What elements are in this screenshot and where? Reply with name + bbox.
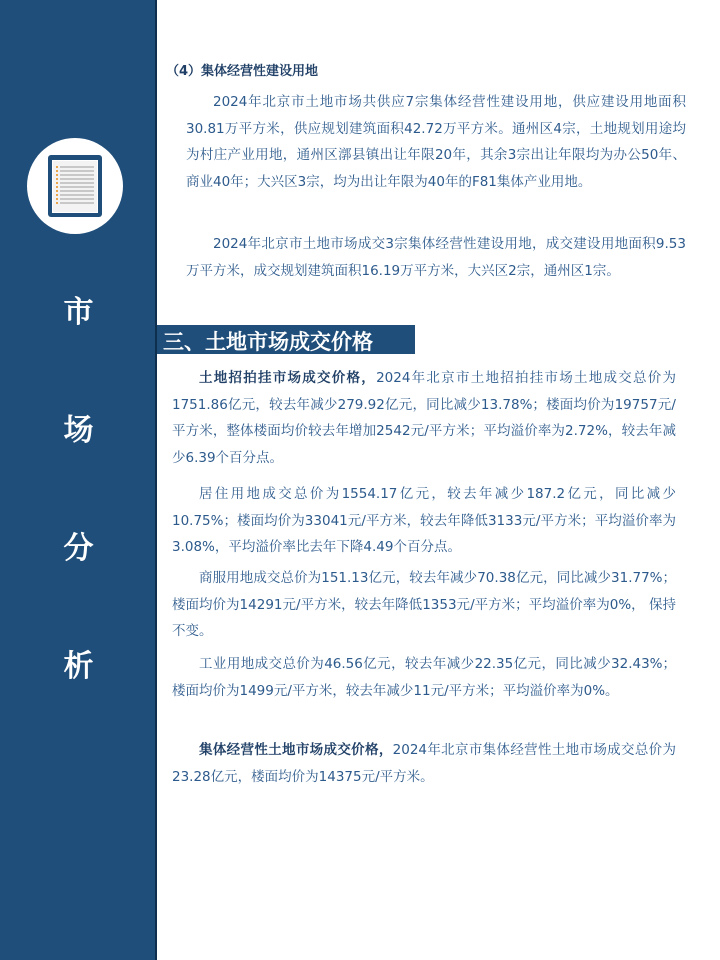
sidebar bbox=[0, 0, 157, 960]
sidebar-char-2: 场 bbox=[63, 413, 94, 448]
collective-paragraph-text: 2024年北京市集体经营性土地市场成交总价为23.28亿元，楼面均价为14375元/平方米。 bbox=[172, 742, 676, 785]
collective-paragraph bbox=[172, 737, 676, 790]
supply-paragraph: 2024年北京市土地市场共供应7宗集体经营性建设用地，供应建设用地面积30.81万平方米，供应规划建筑面积42.72万平方米。通州区4宗，土地规划用途均为村庄产业用地，通州区漷县镇出让年限20年，其余3宗出让年限均为办公50年、商业40年；大兴区3宗，均为出让年限为40年的F81集体产业用地。 bbox=[186, 94, 686, 190]
transaction-paragraph: 2024年北京市土地市场成交3宗集体经营性建设用地，成交建设用地面积9.53万平方米，成交规划建筑面积16.19万平方米，大兴区2宗，通州区1宗。 bbox=[186, 236, 686, 279]
sidebar-char-4: 析 bbox=[63, 649, 94, 684]
sidebar-char-3: 分 bbox=[63, 531, 94, 566]
residential-paragraph: 居住用地成交总价为1554.17亿元，较去年减少187.2亿元，同比减少10.75%；楼面均价为33041元/平方米，较去年降低3133元/平方米；平均溢价率为3.08%，平均溢价率比去年下降4.49个百分点。 bbox=[172, 486, 676, 555]
price-paragraph-1-lead: 土地招拍挂市场成交价格， bbox=[199, 370, 377, 386]
subsection-heading: （4）集体经营性建设用地 bbox=[166, 64, 319, 79]
section-title: 三、土地市场成交价格 bbox=[163, 330, 373, 354]
commercial-paragraph: 商服用地成交总价为151.13亿元，较去年减少70.38亿元，同比减少31.77%；楼面均价为14291元/平方米，较去年降低1353元/平方米；平均溢价率为0%， 保持不变。 bbox=[172, 570, 676, 639]
price-paragraph-1 bbox=[172, 365, 676, 471]
section-title-bar bbox=[157, 325, 415, 354]
sidebar-char-1: 市 bbox=[63, 295, 94, 330]
price-paragraph-1-text: 2024年北京市土地招拍挂市场土地成交总价为1751.86亿元，较去年减少279.92亿元，同比减少13.78%；楼面均价为19757元/平方米，整体楼面均价较去年增加2542元/平方米；平均溢价率为2.72%，较去年减少6.39个百分点。 bbox=[172, 370, 677, 466]
document-icon-circle bbox=[27, 138, 123, 234]
industrial-paragraph: 工业用地成交总价为46.56亿元，较去年减少22.35亿元，同比减少32.43%；楼面均价为1499元/平方米，较去年减少11元/平方米；平均溢价率为0%。 bbox=[172, 656, 676, 699]
document-list-icon bbox=[42, 153, 108, 219]
collective-paragraph-lead: 集体经营性土地市场成交价格， bbox=[199, 742, 393, 758]
